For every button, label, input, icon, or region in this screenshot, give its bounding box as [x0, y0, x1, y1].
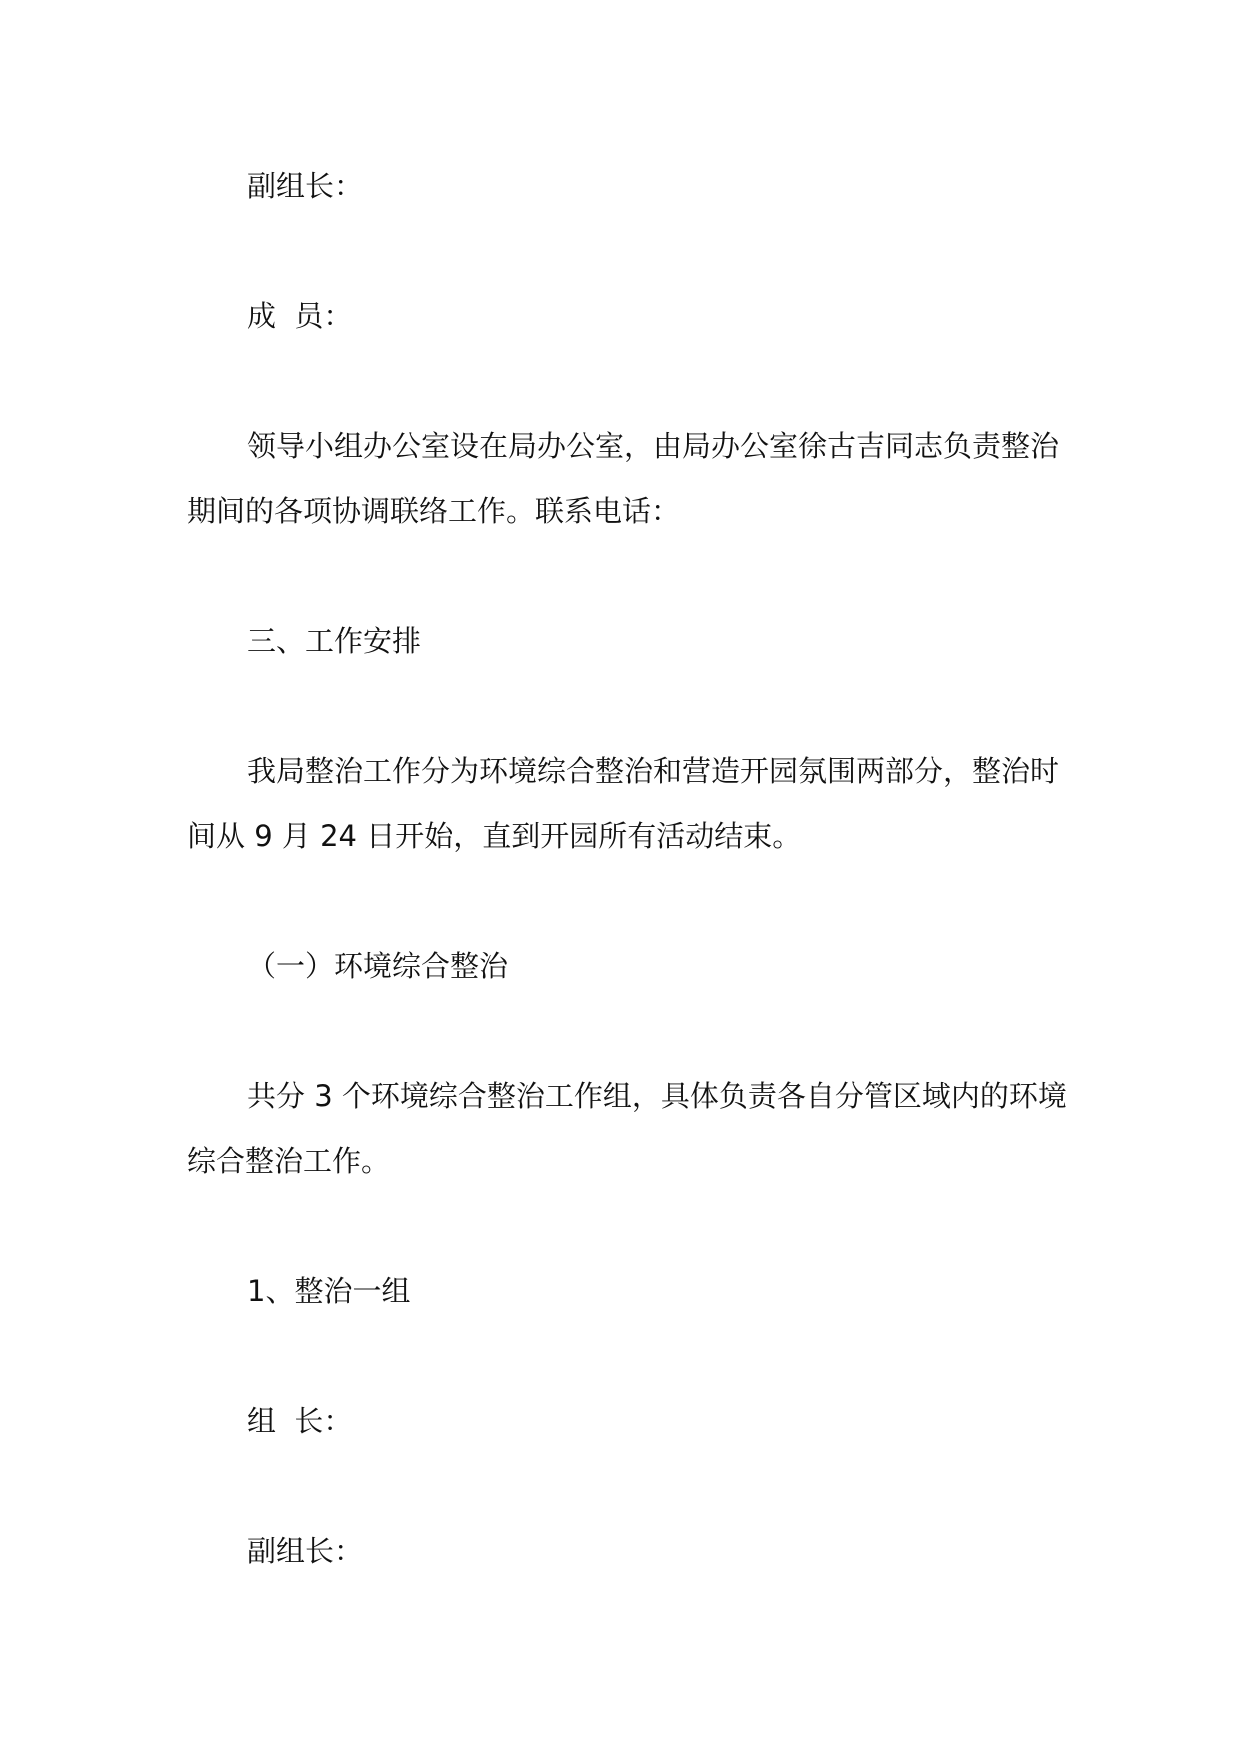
arrangement-paragraph-line-1: 我局整治工作分为环境综合整治和营造开园氛围两部分，整治时 — [247, 754, 1060, 788]
subsection-heading-environment: （一）环境综合整治 — [247, 949, 509, 983]
arrangement-paragraph-line-2: 间从 9 月 24 日开始，直到开园所有活动结束。 — [187, 819, 802, 853]
groups-paragraph-line-2: 综合整治工作。 — [187, 1144, 391, 1178]
office-paragraph-line-2: 期间的各项协调联络工作。联系电话： — [187, 494, 681, 528]
office-paragraph-line-1: 领导小组办公室设在局办公室，由局办公室徐古吉同志负责整治 — [247, 429, 1060, 463]
section-heading-work-arrangement: 三、工作安排 — [247, 624, 422, 658]
groups-paragraph-line-1: 共分 3 个环境综合整治工作组，具体负责各自分管区域内的环境 — [247, 1079, 1067, 1113]
group-leader-label: 组 长： — [247, 1404, 353, 1438]
group-one-heading: 1、整治一组 — [247, 1274, 411, 1308]
deputy-leader-label: 副组长： — [247, 169, 364, 203]
members-label: 成 员： — [247, 299, 353, 333]
group-deputy-leader-label: 副组长： — [247, 1534, 364, 1568]
